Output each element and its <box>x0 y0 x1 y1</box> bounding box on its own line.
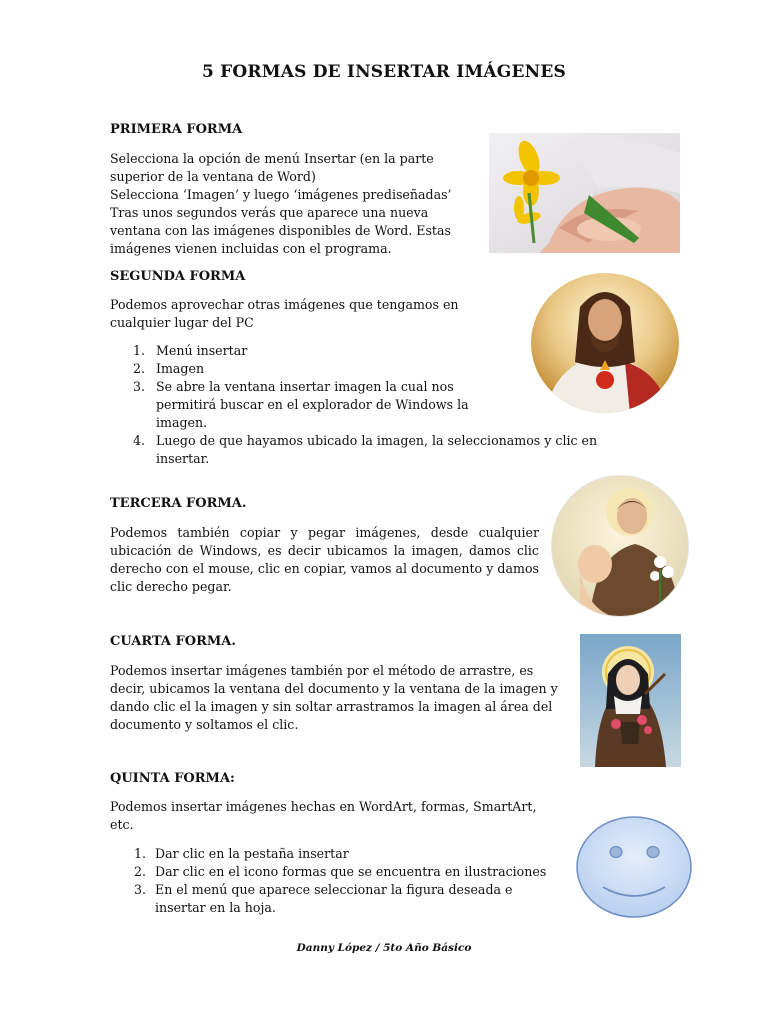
list-text: Imagen <box>156 361 205 376</box>
section-4-heading: CUARTA FORMA. <box>110 634 236 649</box>
section-3-text: Podemos también copiar y pegar imágenes, desde cualquier ubicación de Windows, es decir ubicamos la imagen, damos clic derecho con el mouse, clic en copiar, vamos al documento y damos clic derecho pegar. <box>110 525 539 594</box>
saint-anthony-image <box>550 474 690 618</box>
list-text: Dar clic en el icono formas que se encuentra en ilustraciones <box>155 864 547 879</box>
section-2-heading: SEGUNDA FORMA <box>110 269 246 284</box>
footer-author: Danny López / 5to Año Básico <box>296 942 472 954</box>
text-line: decir, ubicamos la ventana del documento y la ventana de la imagen y <box>110 681 558 696</box>
text-line: Podemos insertar imágenes hechas en WordArt, formas, SmartArt, <box>110 799 537 814</box>
text-line: imágenes vienen incluidas con el programa. <box>110 241 392 256</box>
saint-therese-image <box>580 634 681 767</box>
text-line: superior de la ventana de Word) <box>110 169 316 184</box>
list-item <box>110 863 590 881</box>
list-number: 2. <box>134 864 147 879</box>
text-line: cualquier lugar del PC <box>110 315 254 330</box>
list-text: imagen. <box>156 415 208 430</box>
list-item <box>110 432 630 468</box>
list-text: insertar. <box>156 451 210 466</box>
list-text: insertar en la hoja. <box>155 900 276 915</box>
list-number: 1. <box>133 343 146 358</box>
section-5-intro <box>110 798 570 834</box>
text-line: dando clic el la imagen y sin soltar arrastramos la imagen al área del <box>110 699 553 714</box>
list-number: 3. <box>134 882 147 897</box>
section-5-heading: QUINTA FORMA: <box>110 771 235 786</box>
list-text: Luego de que hayamos ubicado la imagen, la seleccionamos y clic en <box>156 433 598 448</box>
section-5-list <box>110 845 590 917</box>
document-title: 5 FORMAS DE INSERTAR IMÁGENES <box>201 62 567 82</box>
section-1-text <box>110 150 490 258</box>
text-line: ventana con las imágenes disponibles de Word. Estas <box>110 223 451 238</box>
list-item <box>110 881 590 917</box>
section-2-intro <box>110 296 510 332</box>
list-number: 2. <box>133 361 146 376</box>
text-line: Selecciona ‘Imagen’ y luego ‘imágenes prediseñadas’ <box>110 187 452 202</box>
list-text: En el menú que aparece seleccionar la figura deseada e <box>155 882 513 897</box>
list-text: Dar clic en la pestaña insertar <box>155 846 349 861</box>
jesus-portrait-image <box>530 272 680 414</box>
smiley-face-shape <box>575 815 693 919</box>
list-number: 1. <box>134 846 147 861</box>
list-text: Se abre la ventana insertar imagen la cual nos <box>156 379 454 394</box>
text-line: Tras unos segundos verás que aparece una nueva <box>110 205 429 220</box>
list-item <box>110 845 590 863</box>
daffodil-hands-image <box>489 133 680 253</box>
list-number: 4. <box>133 433 146 448</box>
text-line: documento y soltamos el clic. <box>110 717 299 732</box>
text-line: Podemos insertar imágenes también por el método de arrastre, es <box>110 663 534 678</box>
list-text: Menú insertar <box>156 343 248 358</box>
text-line: Selecciona la opción de menú Insertar (en la parte <box>110 151 434 166</box>
section-4-text <box>110 662 570 734</box>
list-number: 3. <box>133 379 146 394</box>
text-line: etc. <box>110 817 134 832</box>
section-3-heading: TERCERA FORMA. <box>110 496 247 511</box>
section-1-heading: PRIMERA FORMA <box>110 122 243 137</box>
list-text: permitirá buscar en el explorador de Windows la <box>156 397 469 412</box>
text-line: Podemos aprovechar otras imágenes que tengamos en <box>110 297 459 312</box>
